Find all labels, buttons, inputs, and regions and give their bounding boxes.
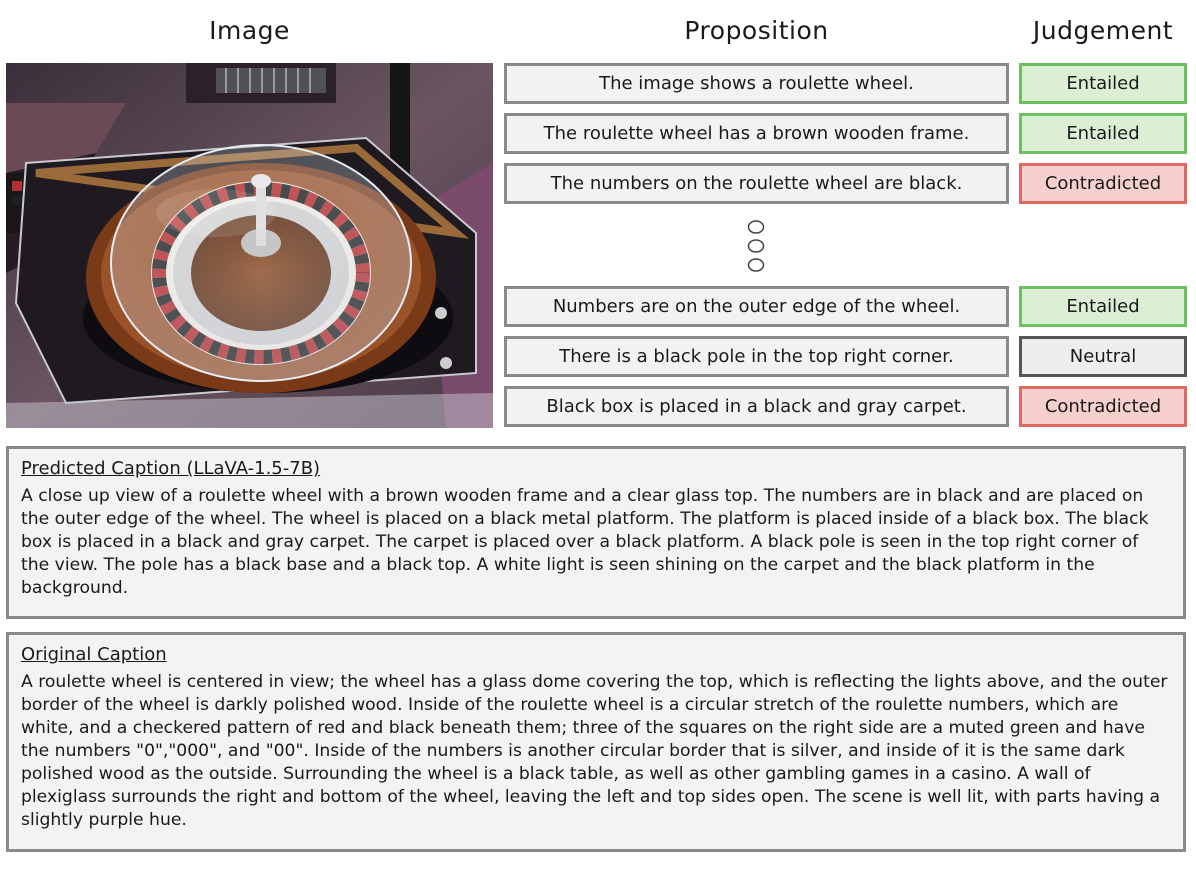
judgement-badge-entailed: Entailed (1019, 113, 1187, 154)
proposition-column-header: Proposition (684, 16, 829, 45)
roulette-wheel-photo (6, 63, 493, 428)
predicted-caption-panel (6, 446, 1186, 619)
judgement-badge-entailed: Entailed (1019, 63, 1187, 104)
proposition-box: There is a black pole in the top right corner. (504, 336, 1009, 377)
judgement-badge-entailed: Entailed (1019, 286, 1187, 327)
vertical-ellipsis-icon (747, 219, 765, 275)
proposition-box: The roulette wheel has a brown wooden frame. (504, 113, 1009, 154)
image-column-header: Image (209, 16, 290, 45)
predicted-caption-text: A close up view of a roulette wheel with a brown wooden frame and a clear glass top. The numbers are in black and are placed on the outer edge of the wheel. The wheel is placed on a black metal platform. The platform is placed inside of a black box. The black box is placed in a black and gray carpet. The carpet is placed over a black platform. A black pole is seen in the top right corner of the view. The pole has a black base and a black top. A white light is seen shining on the carpet and the black platform in the background. (21, 486, 1149, 598)
judgement-badge-neutral: Neutral (1019, 336, 1187, 377)
predicted-caption-title: Predicted Caption (LLaVA-1.5-7B) (21, 458, 321, 479)
original-caption-title: Original Caption (21, 644, 167, 665)
proposition-box: Numbers are on the outer edge of the wheel. (504, 286, 1009, 327)
proposition-box: The image shows a roulette wheel. (504, 63, 1009, 104)
roulette-wheel-illustration (6, 63, 493, 428)
proposition-box: Black box is placed in a black and gray carpet. (504, 386, 1009, 427)
judgement-badge-contradicted: Contradicted (1019, 163, 1187, 204)
judgement-column-header: Judgement (1032, 16, 1174, 45)
proposition-box: The numbers on the roulette wheel are black. (504, 163, 1009, 204)
original-caption-text: A roulette wheel is centered in view; the wheel has a glass dome covering the top, which is reflecting the lights above, and the outer border of the wheel is darkly polished wood. Inside of the roulette wheel is a circular stretch of the roulette numbers, which are white, and a checkered pattern of red and black beneath them; three of the squares on the right side are a muted green and have the numbers "0","000", and "00". Inside of the numbers is another circular border that is silver, and inside of it is the same dark polished wood as the outside. Surrounding the wheel is a black table, as well as other gambling games in a casino. A wall of plexiglass surrounds the right and bottom of the wheel, leaving the left and top sides open. The scene is well lit, with parts having a slightly purple hue. (21, 672, 1168, 830)
original-caption-panel (6, 632, 1186, 852)
judgement-badge-contradicted: Contradicted (1019, 386, 1187, 427)
